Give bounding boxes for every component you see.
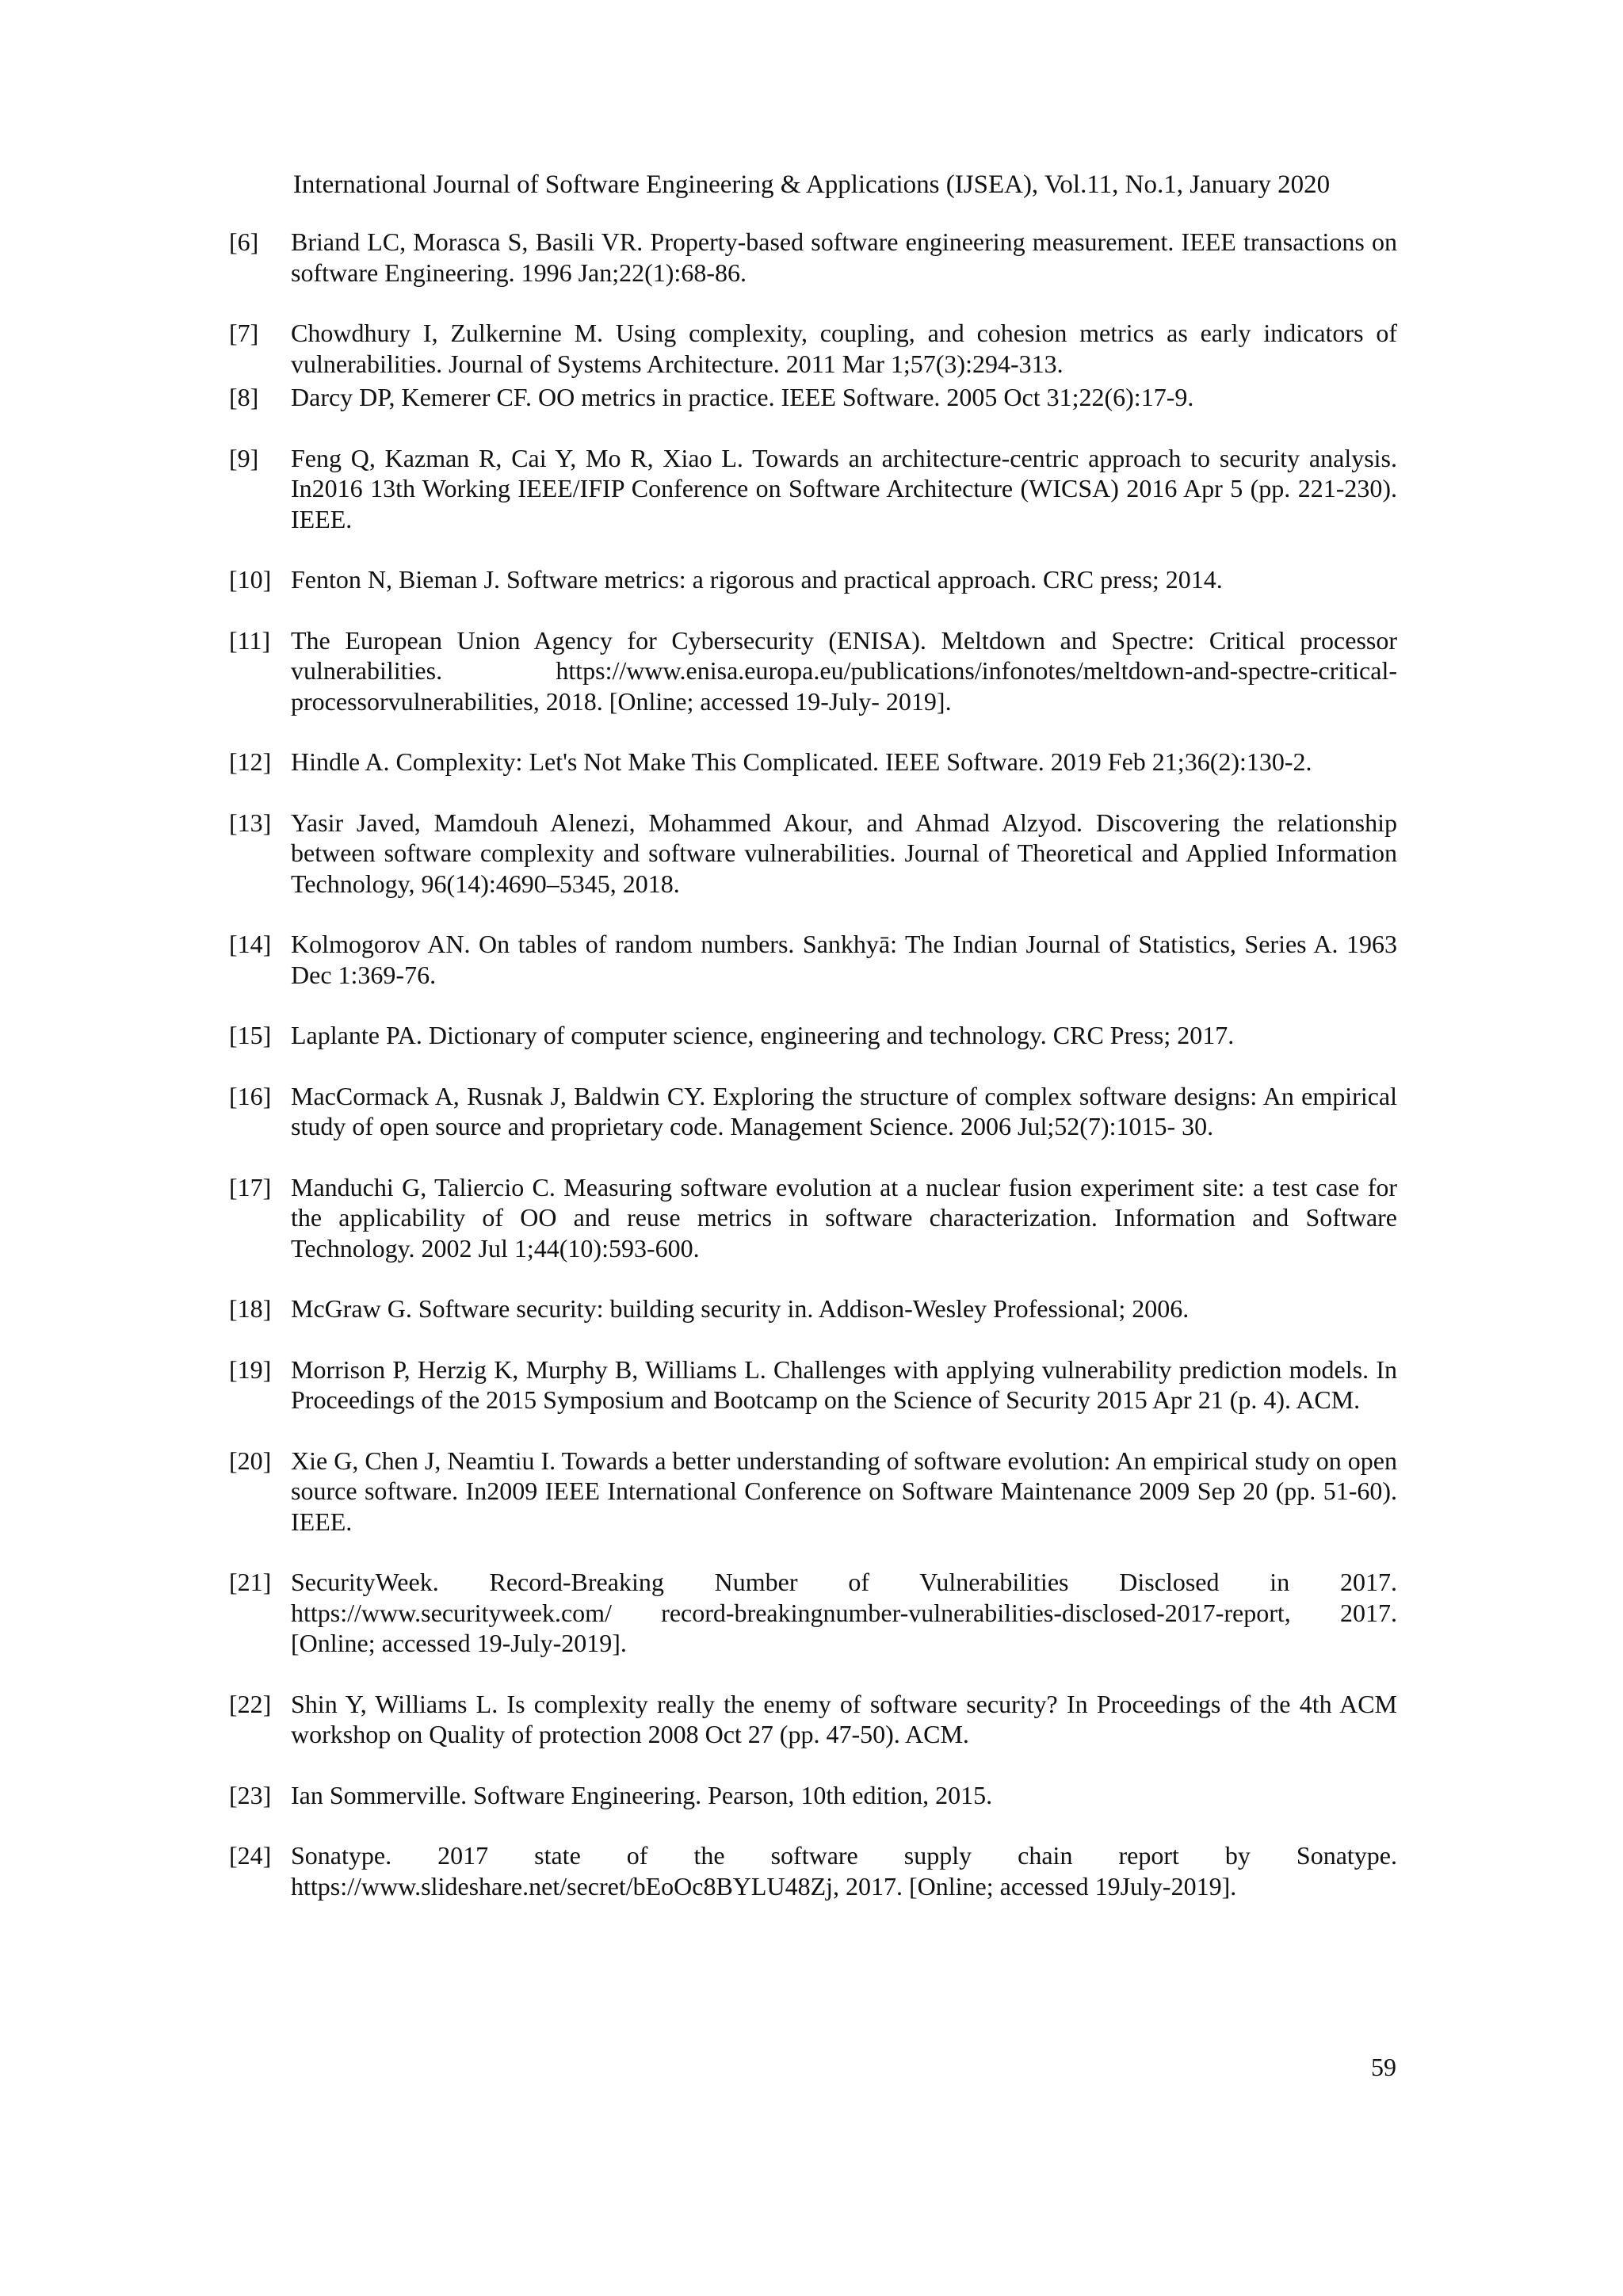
journal-header: International Journal of Software Engineering & Applications (IJSEA), Vol.11, No.1, January 2020 [292, 170, 1331, 199]
reference-list [229, 227, 1397, 1931]
reference-item [229, 1020, 1397, 1051]
reference-text: Feng Q, Kazman R, Cai Y, Mo R, Xiao L. Towards an architecture-centric approach to security analysis. In2016 13th Working IEEE/IFIP Conference on Software Architecture (WICSA) 2016 Apr 5 (pp. 221-230). IEEE. [291, 443, 1397, 533]
reference-item [229, 1446, 1397, 1538]
reference-text: Fenton N, Bieman J. Software metrics: a rigorous and practical approach. CRC press; 2014. [291, 565, 1223, 594]
reference-item [229, 1567, 1397, 1659]
reference-text: Xie G, Chen J, Neamtiu I. Towards a better understanding of software evolution: An empirical study on open source software. In2009 IEEE International Conference on Software Maintenance 2009 Sep 20 (pp. 51-60). IEEE. [291, 1446, 1397, 1536]
reference-item [229, 382, 1397, 413]
reference-item [229, 625, 1397, 717]
reference-item [229, 1172, 1397, 1264]
reference-item [229, 1840, 1397, 1901]
reference-number: [20] [229, 1446, 272, 1475]
reference-text: Sonatype. 2017 state of the software supply chain report by Sonatype. https://www.slideshare.net/secret/bEoOc8BYLU48Zj, 2017. [Online; accessed 19July-2019]. [291, 1841, 1397, 1901]
reference-number: [16] [229, 1081, 272, 1110]
reference-item [229, 1780, 1397, 1811]
reference-number: [14] [229, 930, 272, 958]
reference-item [229, 443, 1397, 535]
reference-number: [10] [229, 565, 272, 594]
reference-number: [18] [229, 1294, 272, 1323]
reference-number: [12] [229, 747, 272, 776]
reference-number: [13] [229, 808, 272, 837]
reference-number: [15] [229, 1021, 272, 1049]
reference-number: [24] [229, 1841, 272, 1870]
reference-item [229, 1293, 1397, 1324]
reference-item [229, 1689, 1397, 1750]
reference-item [229, 1081, 1397, 1142]
reference-text: Shin Y, Williams L. Is complexity really the enemy of software security? In Proceedings of the 4th ACM workshop on Quality of protection 2008 Oct 27 (pp. 47-50). ACM. [291, 1689, 1397, 1748]
reference-number: [19] [229, 1354, 272, 1384]
reference-text: The European Union Agency for Cybersecurity (ENISA). Meltdown and Spectre: Critical processor vulnerabilities. https://www.enisa.europa.eu/publications/infonotes/meltdown-and-spectre-critical-processorvulnerabilities, 2018. [Online; accessed 19-July- 2019]. [291, 625, 1397, 716]
reference-text: Manduchi G, Taliercio C. Measuring software evolution at a nuclear fusion experiment site: a test case for the applicability of OO and reuse metrics in software characterization. Information and Software Technology. 2002 Jul 1;44(10):593-600. [291, 1172, 1397, 1263]
reference-item [229, 808, 1397, 900]
reference-number: [8] [229, 383, 259, 411]
reference-number: [22] [229, 1689, 272, 1718]
reference-number: [11] [229, 625, 271, 655]
reference-text: Darcy DP, Kemerer CF. OO metrics in practice. IEEE Software. 2005 Oct 31;22(6):17-9. [291, 383, 1194, 411]
reference-text: Laplante PA. Dictionary of computer science, engineering and technology. CRC Press; 2017. [291, 1021, 1235, 1049]
reference-text: Kolmogorov AN. On tables of random numbers. Sankhyā: The Indian Journal of Statistics, Series A. 1963 Dec 1:369-76. [291, 930, 1397, 989]
reference-number: [17] [229, 1172, 272, 1201]
reference-text: Morrison P, Herzig K, Murphy B, Williams L. Challenges with applying vulnerability prediction models. In Proceedings of the 2015 Symposium and Bootcamp on the Science of Security 2015 Apr 21 (p. 4). ACM. [291, 1354, 1397, 1414]
reference-item [229, 1354, 1397, 1415]
reference-text: Yasir Javed, Mamdouh Alenezi, Mohammed Akour, and Ahmad Alzyod. Discovering the relationship between software complexity and software vulnerabilities. Journal of Theoretical and Applied Information Technology, 96(14):4690–5345, 2018. [291, 808, 1397, 898]
reference-text: McGraw G. Software security: building security in. Addison-Wesley Professional; 2006. [291, 1294, 1190, 1323]
reference-text: Chowdhury I, Zulkernine M. Using complexity, coupling, and cohesion metrics as early indicators of vulnerabilities. Journal of Systems Architecture. 2011 Mar 1;57(3):294-313. [291, 319, 1397, 378]
reference-number: [7] [229, 319, 259, 347]
reference-item [229, 564, 1397, 595]
reference-text: Ian Sommerville. Software Engineering. Pearson, 10th edition, 2015. [291, 1780, 993, 1809]
reference-text: MacCormack A, Rusnak J, Baldwin CY. Exploring the structure of complex software designs: An empirical study of open source and proprietary code. Management Science. 2006 Jul;52(7):1015- 30. [291, 1081, 1397, 1140]
reference-number: [23] [229, 1780, 272, 1809]
reference-item [229, 929, 1397, 990]
reference-number: [6] [229, 227, 259, 256]
reference-number: [9] [229, 443, 259, 472]
reference-text: Hindle A. Complexity: Let's Not Make This Complicated. IEEE Software. 2019 Feb 21;36(2):130-2. [291, 747, 1312, 776]
reference-number: [21] [229, 1568, 272, 1596]
reference-item [229, 227, 1397, 288]
reference-text: Briand LC, Morasca S, Basili VR. Property-based software engineering measurement. IEEE transactions on software Engineering. 1996 Jan;22(1):68-86. [291, 227, 1397, 287]
reference-item [229, 747, 1397, 777]
reference-item [229, 318, 1397, 379]
reference-text: SecurityWeek. Record-Breaking Number of Vulnerabilities Disclosed in 2017. https://www.securityweek.com/ record-breakingnumber-vulnerabilities-disclosed-2017-report, 2017. [Online; accessed 19-July-2019]. [291, 1568, 1397, 1657]
page-number: 59 [1371, 2053, 1396, 2081]
